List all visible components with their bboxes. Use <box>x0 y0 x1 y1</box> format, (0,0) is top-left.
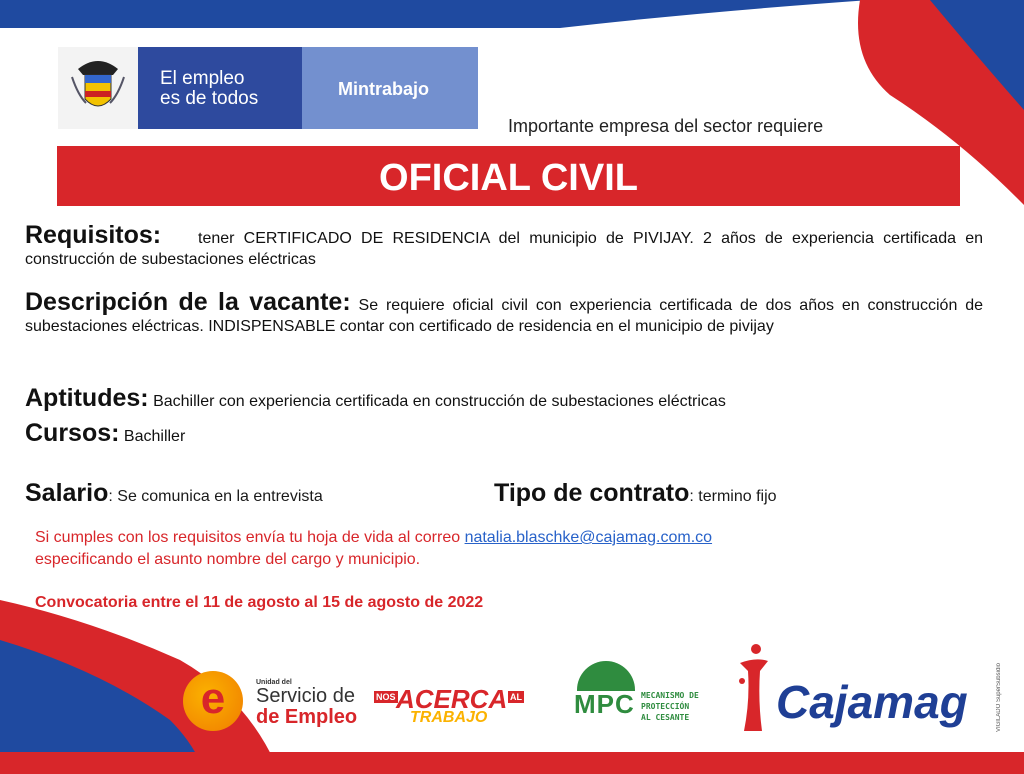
ministry-name: Mintrabajo <box>302 47 478 129</box>
contract-text: : termino fijo <box>689 488 777 505</box>
contract-section <box>494 479 777 508</box>
courses-text: Bachiller <box>123 428 186 445</box>
title-bar <box>57 146 960 206</box>
requirements-label: Requisitos <box>25 221 153 249</box>
contract-label: Tipo de contrato <box>494 479 690 507</box>
salary-text: : Se comunica en la entrevista <box>108 488 323 505</box>
mpc-logo-text: MPC <box>574 689 635 719</box>
servicio-empleo-small-text: Unidad del <box>256 679 292 686</box>
salary-section <box>25 479 323 508</box>
crest-shield-icon <box>58 47 138 129</box>
apply-instructions <box>35 527 712 571</box>
apply-text: Si cumples con los requisitos envía tu hoja de vida al correo <box>35 529 465 546</box>
government-logo-banner <box>58 47 478 129</box>
nos-acerca-trabajo: TRABAJO <box>410 709 488 726</box>
cajamag-figure-icon <box>732 641 772 733</box>
servicio-empleo-letter: e <box>200 674 226 723</box>
mpc-desc-line-1: MECANISMO DE <box>641 691 699 700</box>
mpc-desc-line-2: PROTECCIÓN <box>641 702 690 711</box>
courses-label: Cursos: <box>25 419 120 447</box>
mpc-description <box>641 690 699 723</box>
salary-label: Salario <box>25 479 109 507</box>
requirements-text: tener CERTIFICADO DE RESIDENCIA del municipio de PIVIJAY. 2 años de experiencia certificada en construcción de subestaciones eléctricas <box>25 230 984 268</box>
brand-line-2: es de todos <box>160 88 259 109</box>
servicio-empleo-line-2: de Empleo <box>256 706 358 728</box>
job-title: OFICIAL CIVIL <box>379 157 638 199</box>
aptitudes-text: Bachiller con experiencia certificada en construcción de subestaciones eléctricas <box>153 393 726 410</box>
aptitudes-label: Aptitudes: <box>25 384 149 412</box>
requirements-colon: : <box>152 221 162 249</box>
servicio-empleo-line-1: Servicio de <box>256 685 355 707</box>
nos-acerca-main: ACERCA <box>396 684 508 714</box>
description-label: Descripción de la vacante: <box>25 288 351 316</box>
courses-section <box>25 419 983 447</box>
mpc-desc-line-3: AL CESANTE <box>641 713 690 722</box>
description-section <box>25 288 984 337</box>
description-text: Se requiere oficial civil con experiencia certificada de dos años en construcción de subestaciones eléctricas. INDISPENSABLE contar con certificado de residencia en el municipio de pivijay <box>25 297 984 335</box>
nos-acerca-prefix: NOS <box>376 692 396 702</box>
brand-line-1: El empleo <box>160 68 245 89</box>
vigilado-text: VIGILADO SuperSubsidio <box>996 663 1002 733</box>
apply-text-2: especificando el asunto nombre del cargo y municipio. <box>35 551 421 568</box>
aptitudes-section <box>25 384 983 412</box>
call-dates: Convocatoria entre el 11 de agosto al 15 de agosto de 2022 <box>35 594 484 611</box>
email-link[interactable]: natalia.blaschke@cajamag.com.co <box>464 529 713 546</box>
intro-text: Importante empresa del sector requiere <box>508 116 824 136</box>
requirements-section <box>25 221 984 270</box>
colombia-crest-icon <box>58 47 138 129</box>
cajamag-logo-text: Cajamag <box>776 676 968 728</box>
brand-slogan <box>138 47 302 129</box>
nos-acerca-al: AL <box>510 692 522 702</box>
